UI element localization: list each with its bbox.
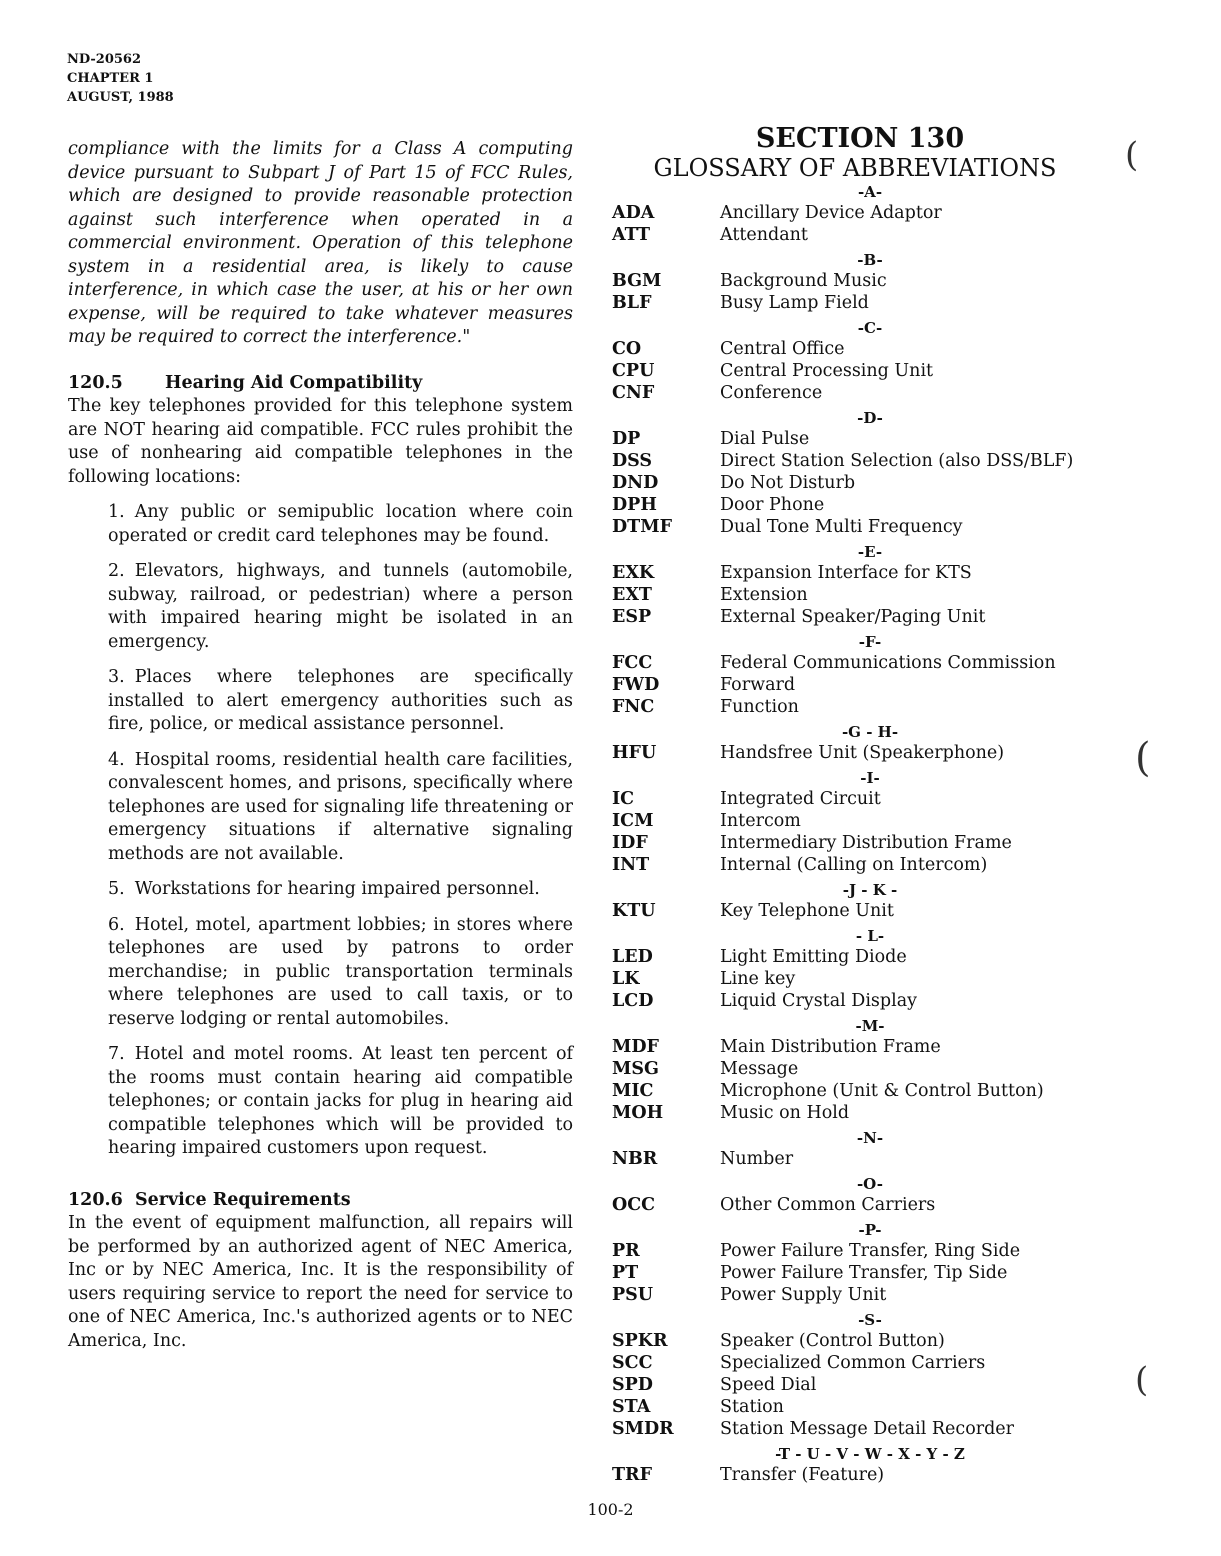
section-number: 120.6 [68,1189,123,1210]
glossary-body [610,182,1090,1490]
glossary-entry [610,1240,1090,1262]
glossary-entry [610,270,1090,292]
section-intro: The key telephones provided for this telephone system are NOT hearing aid compatible. FCC rules prohibit the use of nonhearing aid compatible telephones in the following locations: [68,396,573,487]
list-item-number: 4. [108,749,125,770]
glossary-letter-heading: -E- [857,543,883,561]
abbreviation: INT [612,855,650,875]
list-item-number: 1. [108,502,125,522]
abbreviation: SCC [612,1353,653,1373]
section-heading-120-6 [68,1189,573,1213]
abbreviation: FWD [612,675,660,695]
definition: Specialized Common Carriers [720,1353,986,1373]
abbreviation: BGM [612,271,662,291]
glossary-letter-heading: -G - H- [841,723,899,741]
abbreviation: DTMF [612,517,672,537]
glossary-entry [610,516,1090,538]
definition: Expansion Interface for KTS [720,563,972,583]
definition: Dial Pulse [720,429,810,449]
definition: Message [720,1059,799,1079]
glossary-entry [610,382,1090,404]
list-item-text: Hotel and motel rooms. At least ten percent of the rooms must contain hearing aid compatible telephones; or contain jacks for plug in hearing aid compatible telephones which will be provided to hearing impaired customers upon request. [108,1044,573,1158]
date-label: AUGUST, 1988 [67,90,174,105]
definition: Ancillary Device Adaptor [720,203,942,223]
definition: Door Phone [720,495,825,515]
abbreviation: ATT [612,225,651,245]
definition: Other Common Carriers [720,1195,936,1215]
abbreviation: STA [612,1397,651,1417]
definition: Central Office [720,339,845,359]
list-item [68,666,573,737]
abbreviation: SPD [612,1375,653,1395]
definition: Background Music [720,271,887,291]
list-item [68,560,573,654]
list-item-number: 5. [108,879,125,899]
list-item [68,749,573,867]
glossary-letter-heading: -P- [858,1221,882,1239]
definition: Speaker (Control Button) [720,1331,945,1351]
list-item [68,1043,573,1161]
glossary-entry [610,990,1090,1012]
definition: External Speaker/Paging Unit [720,607,986,627]
glossary-entry [610,696,1090,718]
glossary-entry [610,1102,1090,1124]
glossary-entry [610,1148,1090,1170]
glossary-entry [610,832,1090,854]
definition: Direct Station Selection (also DSS/BLF) [720,451,1074,471]
glossary-entry [610,1352,1090,1374]
group-spacer [610,1486,1090,1490]
definition: Power Failure Transfer, Ring Side [720,1241,1021,1261]
definition: Extension [720,585,808,605]
definition: Busy Lamp Field [720,293,869,313]
glossary-entry [610,854,1090,876]
page-header [67,50,174,107]
definition: Microphone (Unit & Control Button) [720,1081,1044,1101]
list-item-text: Hotel, motel, apartment lobbies; in stores where telephones are used by patrons to order merchandise; in public transportation terminals where telephones are used to call taxis, or to reserve lodging or rental automobiles. [108,914,573,1029]
abbreviation: MSG [612,1059,659,1079]
abbreviation: DSS [612,451,653,471]
glossary-letter-heading: -N- [856,1129,884,1147]
glossary-entry [610,1396,1090,1418]
glossary [610,124,1090,1490]
abbreviation: FNC [612,697,655,717]
definition: Music on Hold [720,1103,850,1123]
glossary-entry [610,788,1090,810]
page-number: 100-2 [587,1500,634,1519]
definition: Central Processing Unit [720,361,934,381]
definition: Internal (Calling on Intercom) [720,855,988,875]
abbreviation: DP [612,429,641,449]
abbreviation: SPKR [612,1331,668,1351]
abbreviation: MOH [612,1103,664,1123]
list-item-number: 7. [108,1044,125,1064]
glossary-entry [610,1464,1090,1486]
list-item-number: 6. [108,914,125,935]
glossary-entry [610,968,1090,990]
list-item [68,914,573,1032]
left-column [68,138,573,1365]
abbreviation: EXK [612,563,655,583]
abbreviation: ESP [612,607,652,627]
abbreviation: IC [612,789,635,809]
glossary-letter-heading: -A- [857,183,883,201]
glossary-entry [610,1374,1090,1396]
glossary-entry [610,360,1090,382]
service-text: In the event of equipment malfunction, all repairs will be performed by an authorized agent of NEC America, Inc or by NEC America, Inc. It is the responsibility of users requiring service to report the need for service to one of NEC America, Inc.'s authorized agents or to NEC America, Inc. [68,1213,573,1351]
glossary-entry [610,584,1090,606]
glossary-entry [610,450,1090,472]
glossary-entry [610,810,1090,832]
definition: Main Distribution Frame [720,1037,941,1057]
abbreviation: PT [612,1263,639,1283]
section-heading-120-5 [68,372,573,396]
abbreviation: NBR [612,1149,658,1169]
definition: Federal Communications Commission [720,653,1056,673]
abbreviation: KTU [612,901,656,921]
definition: Transfer (Feature) [720,1465,885,1485]
glossary-entry [610,1330,1090,1352]
glossary-title: SECTION 130 [755,123,965,154]
glossary-entry [610,900,1090,922]
glossary-entry [610,472,1090,494]
definition: Forward [720,675,796,695]
glossary-letter-heading: -O- [856,1175,884,1193]
abbreviation: DND [612,473,659,493]
section-title: Hearing Aid Compatibility [165,372,423,393]
section-title: Service Requirements [135,1189,351,1210]
definition: Integrated Circuit [720,789,881,809]
definition: Do Not Disturb [720,473,856,493]
glossary-entry [610,494,1090,516]
abbreviation: PSU [612,1285,654,1305]
chapter-label: CHAPTER 1 [67,71,154,86]
glossary-entry [610,742,1090,764]
glossary-letter-heading: -C- [857,319,883,337]
abbreviation: FCC [612,653,653,673]
definition: Power Supply Unit [720,1285,887,1305]
abbreviation: TRF [612,1465,652,1485]
glossary-entry [610,1284,1090,1306]
binder-hole-mark: ( [1125,135,1139,175]
binder-hole-mark: ( [1135,735,1151,781]
list-item-text: Places where telephones are specifically installed to alert emergency authorities such as fire, police, or medical assistance personnel. [108,667,573,734]
abbreviation: OCC [612,1195,656,1215]
list-item-text: Any public or semipublic location where coin operated or credit card telephones may be found. [108,502,573,546]
glossary-entry [610,1080,1090,1102]
definition: Conference [720,383,823,403]
glossary-entry [610,652,1090,674]
glossary-letter-heading: -B- [857,251,883,269]
doc-id: ND-20562 [67,52,142,67]
glossary-entry [610,606,1090,628]
abbreviation: LCD [612,991,654,1011]
glossary-entry [610,224,1090,246]
abbreviation: LK [612,969,640,989]
list-item [68,878,573,902]
glossary-entry [610,946,1090,968]
abbreviation: LED [612,947,653,967]
list-item-text: Workstations for hearing impaired personnel. [134,879,540,899]
glossary-entry [610,338,1090,360]
abbreviation: ADA [612,203,655,223]
abbreviation: CNF [612,383,655,403]
glossary-letter-heading: -D- [857,409,883,427]
definition: Dual Tone Multi Frequency [720,517,963,537]
definition: Liquid Crystal Display [720,991,918,1011]
glossary-letter-heading: - L- [855,927,885,945]
glossary-letter-heading: -F- [858,633,882,651]
definition: Power Failure Transfer, Tip Side [720,1263,1008,1283]
definition: Function [720,697,799,717]
glossary-entry [610,202,1090,224]
abbreviation: CPU [612,361,655,381]
abbreviation: MDF [612,1037,659,1057]
definition: Light Emitting Diode [720,947,907,967]
glossary-letter-heading: -I- [860,769,880,787]
definition: Handsfree Unit (Speakerphone) [720,743,1005,763]
glossary-entry [610,1262,1090,1284]
definition: Intermediary Distribution Frame [720,833,1012,853]
abbreviation: EXT [612,585,652,605]
glossary-entry [610,292,1090,314]
abbreviation: ICM [612,811,654,831]
fcc-quote: compliance with the limits for a Class A computing device pursuant to Subpart J of Part 15 of FCC Rules, which are designed to provide reasonable protection against such interference when operated in a commercial environment. Operation of this telephone system in a residential area, is likely to cause interference, in which case the user, at his or her own expense, will be required to take whatever measures may be required to correct the interference." [68,139,573,347]
glossary-entry [610,674,1090,696]
abbreviation: DPH [612,495,657,515]
location-list [68,501,573,1161]
abbreviation: SMDR [612,1419,674,1439]
list-item-number: 3. [108,667,125,687]
glossary-letter-heading: -J - K - [842,881,898,899]
list-item-number: 2. [108,561,125,581]
list-item-text: Elevators, highways, and tunnels (automobile, subway, railroad, or pedestrian) where a person with impaired hearing might be isolated in an emergency. [108,561,573,652]
glossary-subtitle: GLOSSARY OF ABBREVIATIONS [653,154,1057,182]
section-number: 120.5 [68,372,123,393]
definition: Station [720,1397,784,1417]
abbreviation: IDF [612,833,648,853]
glossary-entry [610,1194,1090,1216]
glossary-letter-heading: -S- [858,1311,882,1329]
list-item [68,501,573,548]
glossary-entry [610,1418,1090,1440]
abbreviation: BLF [612,293,652,313]
abbreviation: PR [612,1241,640,1261]
glossary-entry [610,428,1090,450]
abbreviation: CO [612,339,642,359]
definition: Line key [720,969,796,989]
binder-hole-mark: ( [1135,1360,1149,1400]
glossary-letter-heading: -T - U - V - W - X - Y - Z [775,1445,965,1463]
abbreviation: MIC [612,1081,654,1101]
definition: Attendant [720,225,808,245]
definition: Speed Dial [720,1375,817,1395]
definition: Station Message Detail Recorder [720,1419,1015,1439]
list-item-text: Hospital rooms, residential health care facilities, convalescent homes, and prisons, specifically where telephones are used for signaling life threatening or emergency situations if alternative signaling methods are not available. [108,749,573,864]
definition: Number [720,1149,794,1169]
definition: Key Telephone Unit [720,901,894,921]
glossary-entry [610,1058,1090,1080]
glossary-entry [610,1036,1090,1058]
glossary-letter-heading: -M- [855,1017,885,1035]
definition: Intercom [720,811,801,831]
glossary-entry [610,562,1090,584]
abbreviation: HFU [612,743,657,763]
